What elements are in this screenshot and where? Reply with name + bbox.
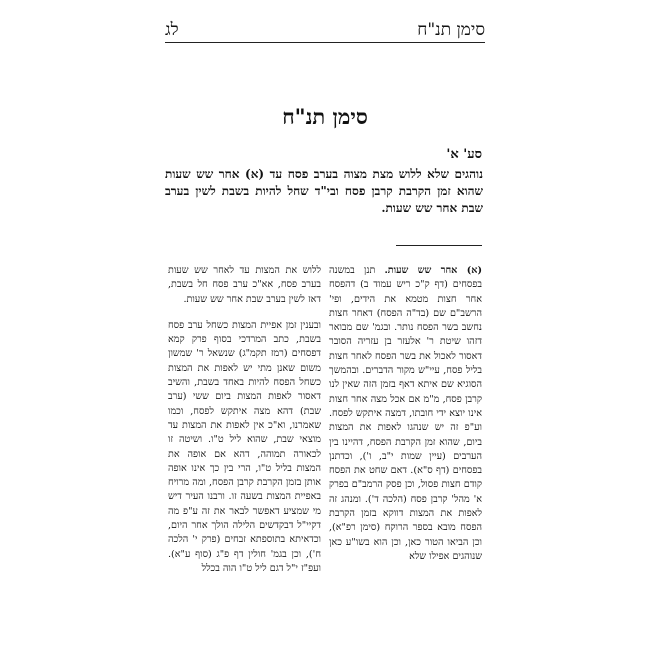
- seif-label: סע' א': [446, 147, 482, 162]
- running-header: [165, 8, 485, 43]
- commentary-paragraph-1: ללוש את המצות עד לאחר שש שעות בערב פסח, אא"כ ערב פסח חל בשבת, דאז לשין בערב שבת אחר שש שעות.: [168, 265, 321, 305]
- commentary-text: תנן במשנה בפסחים (דף ק"כ ריש עמוד ב) דהפסח אחר חצות מטמא את הידים, ופי' הרשב"ם שם (בד"ה הפסח) דאחר חצות נחשב בשר הפסח נותר. ובגמ' שם מבואר דזהו שיטת ר' אלעזר בן עזריה הסובר דאסור לאכול את בשר הפסח לאחר חצות בליל פסח, עיי"ש מקור הדברים. ובהמשך הסוגיא שם איתא דאף בזמן הזה שאין לנו קרבן פסח, מ"מ אם אכל מצה אחר חצות אינו יוצא ידי חובתו, דמצה איתקש לפסח. וע"פ זה יש שנהגו לאפות את המצות ביום, שהוא זמן הקרבת הפסח, דהיינו בין הערבים (עיין שמות י"ב, ו'), וכדתנן בפסחים (דף ס"א). דאם שחט את הפסח קודם חצות פסול, וכן פסק הרמב"ם בפרק א' מהל' קרבן פסח (הלכה ד'). ומנהג זה לאפות את המצות דווקא בזמן הקרבת הפסח מובא בספר הרוקח (סימן רפ"א), וכן הביאו הטור כאן, וכן הוא בשו"ע כאן שנוהגים אפילו שלא: [329, 265, 482, 562]
- column-divider: [396, 245, 482, 246]
- commentary-left-column: [168, 264, 321, 588]
- commentary-paragraph: [329, 264, 482, 564]
- chapter-title: סימן תנ"ח: [282, 104, 368, 129]
- commentary-lead: (א) אחר שש שעות.: [384, 265, 482, 276]
- running-header-title: סימן תנ"ח: [417, 20, 485, 40]
- commentary-paragraph-2: ובענין זמן אפיית המצות כשחל ערב פסח בשבת, כתב המרדכי בסוף פרק קמא דפסחים (רמז תקמ"ג) שנשאל ר' שמשון משום שאנן מתי יש לאפות את המצות כשחל הפסח להיות באחד בשבת, והשיב דאסור לאפות המצות ביום ששי (ערב שבת) דהא מצה איתקש לפסח, וכמו שאמרנו, וא"כ אין לאפות את המצות עד מוצאי שבת, שהוא ליל ט"ו. ושיטה זו לכאורה תמוהה, דהא אם אופה את המצות בליל ט"ו, הרי בין כך אינו אופה אותן בזמן הקרבת קרבן הפסח, ומה מרויח באפיית המצות בשעה זו. ורבנו העיר דיש מי שמציע דאפשר לבאר את זה ע"פ מה דקיי"ל דבקדשים הלילה הולך אחר היום, וכדאיתא בתוספתא זבחים (פרק י' הלכה ח'), וכן בגמ' חולין דף פ"ג (סוף ע"א). ועפ"ז י"ל דגם ליל ט"ו הוה בכלל: [168, 319, 321, 574]
- commentary-right-column: [329, 264, 482, 576]
- main-ruling-text: נוהגים שלא ללוש מצת מצוה בערב פסח עד (א) אחר שש שעות שהוא זמן הקרבת קרבן פסח ובי"ד שחל להיות בשבת לשין בערב שבת אחר שש שעות.: [165, 167, 483, 215]
- page-number: לג: [165, 20, 179, 40]
